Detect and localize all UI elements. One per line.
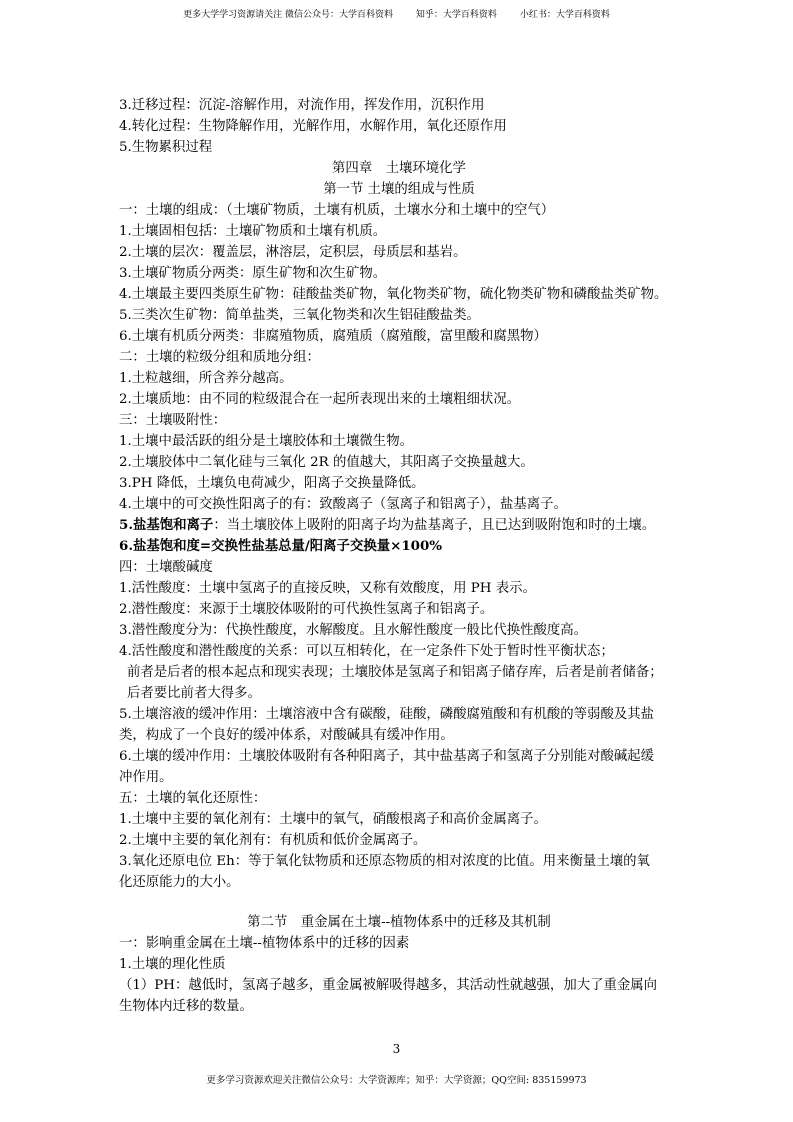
text-line: 1.土壤固相包括：土壤矿物质和土壤有机质。 (119, 224, 387, 239)
heading-line: 一：影响重金属在土壤--植物体系中的迁移的因素 (119, 936, 410, 951)
text-line: 冲作用。 (119, 770, 173, 785)
header-zhihu: 知乎：大学百科资料 (415, 10, 497, 20)
text-line: 4.转化过程：生物降解作用，光解作用，水解作用，氧化还原作用 (119, 119, 507, 134)
text-line: 6.土壤的缓冲作用：土壤胶体吸附有各种阳离子，其中盐基离子和氢离子分别能对酸碱起缓 (119, 749, 655, 764)
text-line: 2.潜性酸度：来源于土壤胶体吸附的可代换性氢离子和铝离子。 (119, 602, 494, 617)
heading-line: 二：土壤的粒级分组和质地分组： (119, 350, 320, 365)
section-title: 第二节 重金属在土壤--植物体系中的迁移及其机制 (247, 915, 551, 930)
text-line: 3.氧化还原电位 Eh：等于氧化钛物质和还原态物质的相对浓度的比值。用来衡量土壤的氧 (119, 854, 650, 869)
page-header (0, 9, 793, 21)
text-line: 2.土壤的层次：覆盖层，淋溶层，定积层，母质层和基岩。 (119, 245, 467, 260)
heading-line: 三：土壤吸附性： (119, 413, 227, 428)
text-line: 4.活性酸度和潜性酸度的关系：可以互相转化，在一定条件下处于暂时性平衡状态； (119, 644, 614, 659)
text-line: 3.迁移过程：沉淀-溶解作用，对流作用，挥发作用，沉积作用 (119, 98, 485, 113)
text-line: 3.潜性酸度分为：代换性酸度，水解酸度。且水解性酸度一般比代换性酸度高。 (119, 623, 588, 638)
text-line: 3.土壤矿物质分两类：原生矿物和次生矿物。 (119, 266, 387, 281)
page-number: 3 (392, 1042, 401, 1056)
heading-line: 五：土壤的氧化还原性： (119, 791, 267, 806)
text-line: 1.活性酸度：土壤中氢离子的直接反映，又称有效酸度，用 PH 表示。 (119, 581, 536, 596)
text-line: 1.土壤的理化性质 (119, 957, 226, 972)
text-line: 6.土壤有机质分两类：非腐殖物质，腐殖质（腐殖酸，富里酸和腐黑物） (119, 329, 547, 344)
text-line: 1.土壤中主要的氧化剂有：土壤中的氧气，硝酸根离子和高价金属离子。 (119, 812, 547, 827)
text-line: 2.土壤质地：由不同的粒级混合在一起所表现出来的土壤粗细状况。 (119, 392, 521, 407)
header-wechat: 更多大学学习资源请关注 微信公众号：大学百科资料 (183, 10, 394, 20)
text-line: 2.土壤中主要的氧化剂有：有机质和低价金属离子。 (119, 833, 427, 848)
text-line: 5.生物累积过程 (119, 140, 213, 155)
text-line: 3.PH 降低，土壤负电荷减少，阳离子交换量降低。 (119, 476, 425, 491)
text-line: 化还原能力的大小。 (119, 875, 240, 890)
text-line: 前者是后者的根本起点和现实表现；土壤胶体是氢离子和铝离子储存库，后者是前者储备； (127, 665, 663, 680)
text-line: 2.土壤胶体中二氧化硅与三氧化 2R 的值越大，其阳离子交换量越大。 (119, 455, 534, 470)
text-line: 4.土壤最主要四类原生矿物：硅酸盐类矿物，氧化物类矿物，硫化物类矿物和磷酸盐类矿物。 (119, 287, 668, 302)
text-line: 类，构成了一个良好的缓冲体系，对酸碱具有缓冲作用。 (119, 728, 454, 743)
text-line: （1）PH：越低时，氢离子越多，重金属被解吸得越多，其活动性就越强，加大了重金属向 (119, 978, 658, 993)
text-line: 后者要比前者大得多。 (127, 686, 261, 701)
section-gap (119, 893, 679, 912)
heading-line: 一：土壤的组成：（土壤矿物质，土壤有机质，土壤水分和土壤中的空气） (119, 203, 555, 218)
text-line: 1.土粒越细，所含养分越高。 (119, 371, 293, 386)
bold-formula: 6.盐基饱和度=交换性盐基总量/阳离子交换量×100% (119, 538, 443, 554)
bold-term: 5.盐基饱和离子 (119, 517, 214, 533)
document-body (119, 95, 679, 1017)
term-definition: ：当土壤胶体上吸附的阳离子均为盐基离子，且已达到吸附饱和时的土壤。 (213, 518, 656, 533)
chapter-title: 第四章 土壤环境化学 (332, 161, 466, 176)
text-line: 5.土壤溶液的缓冲作用：土壤溶液中含有碳酸，硅酸，磷酸腐殖酸和有机酸的等弱酸及其盐 (119, 707, 655, 722)
page-footer: 更多学习资源欢迎关注微信公众号：大学资源库；知乎：大学资源；QQ空间: 835159973 (206, 1075, 587, 1086)
heading-line: 四：土壤酸碱度 (119, 560, 213, 575)
text-line: 4.土壤中的可交换性阳离子的有：致酸离子（氢离子和铝离子），盐基离子。 (119, 497, 567, 512)
text-line (119, 515, 679, 536)
section-title: 第一节 土壤的组成与性质 (323, 182, 475, 197)
text-line: 5.三类次生矿物：简单盐类，三氧化物类和次生铝硅酸盐类。 (119, 308, 480, 323)
text-line: 1.土壤中最活跃的组分是土壤胶体和土壤微生物。 (119, 434, 413, 449)
header-xiaohongshu: 小红书：大学百科资料 (519, 10, 610, 20)
text-line: 生物体内迁移的数量。 (119, 999, 253, 1014)
